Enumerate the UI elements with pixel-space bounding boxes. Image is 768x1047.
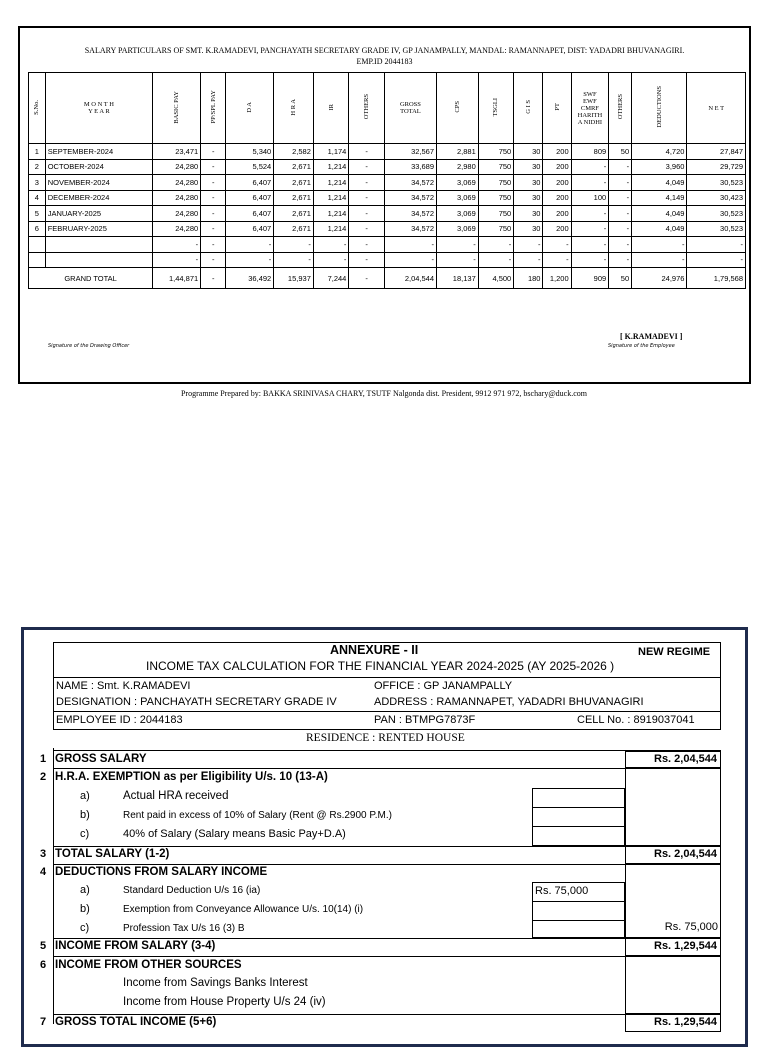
grand-total-cell: 18,137 xyxy=(437,268,479,289)
salary-cell: SEPTEMBER-2024 xyxy=(45,144,152,160)
salary-header-cell: SWF EWF CMRF HARITH A NIDHI xyxy=(571,73,609,144)
input-box xyxy=(532,807,625,827)
salary-cell: - xyxy=(543,252,571,268)
salary-cell: 6,407 xyxy=(226,190,274,206)
total-salary-value: Rs. 2,04,544 xyxy=(654,848,717,860)
salary-cell: - xyxy=(201,175,226,191)
salary-cell: - xyxy=(201,252,226,268)
salary-cell: 24,280 xyxy=(153,159,201,175)
employee-name: NAME : Smt. K.RAMADEVI xyxy=(56,680,191,692)
salary-cell: 3,069 xyxy=(437,206,479,222)
salary-header-cell: D A xyxy=(226,73,274,144)
salary-header-cell: PP/SPL PAY xyxy=(201,73,226,144)
salary-cell: - xyxy=(349,144,384,160)
input-box xyxy=(532,920,625,938)
salary-cell: 30 xyxy=(514,221,543,237)
salary-cell: 50 xyxy=(609,144,632,160)
salary-cell: 3 xyxy=(29,175,46,191)
salary-cell: - xyxy=(609,190,632,206)
salary-header-cell: M O N T H Y E A R xyxy=(45,73,152,144)
gross-total-income-label: GROSS TOTAL INCOME (5+6) xyxy=(55,1016,217,1028)
sub-item-letter: a) xyxy=(80,884,90,896)
employee-id: EMPLOYEE ID : 2044183 xyxy=(56,714,183,726)
salary-cell: - xyxy=(384,237,436,253)
item-number: 1 xyxy=(40,753,47,765)
salary-cell: - xyxy=(153,252,201,268)
actual-hra-label: Actual HRA received xyxy=(123,790,229,802)
grand-total-cell: 24,976 xyxy=(632,268,687,289)
salary-cell: - xyxy=(571,252,609,268)
annexure-title: ANNEXURE - II xyxy=(330,643,419,657)
salary-cell: 34,572 xyxy=(384,206,436,222)
grand-total-cell: 50 xyxy=(609,268,632,289)
salary-cell: 30,423 xyxy=(687,190,746,206)
salary-cell: - xyxy=(349,175,384,191)
item-number: 5 xyxy=(40,940,47,952)
salary-cell: DECEMBER-2024 xyxy=(45,190,152,206)
input-box xyxy=(532,826,625,846)
grand-total-cell: 7,244 xyxy=(313,268,348,289)
salary-cell: - xyxy=(632,237,687,253)
salary-cell: 32,567 xyxy=(384,144,436,160)
salary-cell: 1,214 xyxy=(313,190,348,206)
employee-signature: Signature of the Employee xyxy=(608,343,675,349)
salary-cell: 4 xyxy=(29,190,46,206)
salary-cell: 3,069 xyxy=(437,175,479,191)
salary-cell: - xyxy=(609,237,632,253)
salary-cell: - xyxy=(201,159,226,175)
salary-cell: 5 xyxy=(29,206,46,222)
salary-cell: 6,407 xyxy=(226,206,274,222)
salary-cell: 1,214 xyxy=(313,159,348,175)
salary-cell: - xyxy=(349,237,384,253)
salary-cell: 1,214 xyxy=(313,221,348,237)
salary-cell: OCTOBER-2024 xyxy=(45,159,152,175)
salary-row xyxy=(29,190,746,206)
salary-header-cell: CPS xyxy=(437,73,479,144)
gross-total-income-value: Rs. 1,29,544 xyxy=(654,1016,717,1028)
salary-cell: 750 xyxy=(478,221,513,237)
gross-salary-label: GROSS SALARY xyxy=(55,753,147,765)
salary-cell: 3,960 xyxy=(632,159,687,175)
salary-cell: 6,407 xyxy=(226,221,274,237)
salary-header-cell: GROSS TOTAL xyxy=(384,73,436,144)
salary-cell: - xyxy=(571,221,609,237)
salary-cell xyxy=(29,237,46,253)
salary-cell: - xyxy=(201,206,226,222)
sub-item-letter: b) xyxy=(80,903,90,915)
salary-cell: - xyxy=(632,252,687,268)
item-number: 6 xyxy=(40,959,47,971)
salary-row xyxy=(29,159,746,175)
salary-header-cell: H R A xyxy=(274,73,314,144)
salary-header-cell: DEDUCTIONS xyxy=(632,73,687,144)
salary-cell: - xyxy=(687,252,746,268)
salary-cell: 2 xyxy=(29,159,46,175)
salary-cell: 30 xyxy=(514,159,543,175)
salary-cell: 750 xyxy=(478,175,513,191)
sub-item-letter: a) xyxy=(80,790,90,802)
salary-cell: 34,572 xyxy=(384,190,436,206)
drawing-officer-signature: Signature of the Drawing Officer xyxy=(48,343,130,349)
salary-header-cell: G I S xyxy=(514,73,543,144)
salary-cell: 6 xyxy=(29,221,46,237)
salary-cell xyxy=(45,252,152,268)
grand-total-cell: 180 xyxy=(514,268,543,289)
salary-cell: 4,049 xyxy=(632,221,687,237)
item-table-rule xyxy=(53,748,54,1024)
divider xyxy=(53,711,721,712)
sub-item-letter: c) xyxy=(80,828,90,840)
salary-cell: - xyxy=(609,206,632,222)
salary-cell: - xyxy=(226,237,274,253)
salary-cell: 30,523 xyxy=(687,221,746,237)
rent-excess-label: Rent paid in excess of 10% of Salary (Rent @ Rs.2900 P.M.) xyxy=(123,810,392,821)
designation: DESIGNATION : PANCHAYATH SECRETARY GRADE IV xyxy=(56,696,337,708)
item-number: 7 xyxy=(40,1016,47,1028)
salary-cell: 1,214 xyxy=(313,175,348,191)
prepared-by-footer: Programme Prepared by: BAKKA SRINIVASA CHARY, TSUTF Nalgonda dist. President, 9912 971 972, bschary@duck.com xyxy=(180,389,588,398)
residence: RESIDENCE : RENTED HOUSE xyxy=(306,732,465,744)
salary-cell: NOVEMBER-2024 xyxy=(45,175,152,191)
income-from-salary-value: Rs. 1,29,544 xyxy=(654,940,717,952)
salary-header-cell: N E T xyxy=(687,73,746,144)
grand-total-cell: 909 xyxy=(571,268,609,289)
grand-total-cell: - xyxy=(349,268,384,289)
salary-cell: 1,174 xyxy=(313,144,348,160)
divider xyxy=(53,750,721,751)
divider xyxy=(53,956,721,957)
salary-cell: 750 xyxy=(478,144,513,160)
salary-cell: 5,524 xyxy=(226,159,274,175)
salary-row xyxy=(29,221,746,237)
deductions-total-value: Rs. 75,000 xyxy=(664,921,718,933)
input-box xyxy=(532,901,625,921)
salary-cell: - xyxy=(201,190,226,206)
salary-cell: - xyxy=(349,206,384,222)
salary-cell: 4,049 xyxy=(632,206,687,222)
forty-percent-label: 40% of Salary (Salary means Basic Pay+D.A) xyxy=(123,828,346,840)
salary-cell: 23,471 xyxy=(153,144,201,160)
sub-item-letter: c) xyxy=(80,922,90,934)
salary-cell: 1 xyxy=(29,144,46,160)
standard-deduction-value: Rs. 75,000 xyxy=(535,885,589,897)
salary-cell: - xyxy=(571,175,609,191)
sub-item-letter: b) xyxy=(80,809,90,821)
salary-cell xyxy=(29,252,46,268)
salary-cell: 3,069 xyxy=(437,190,479,206)
salary-cell: - xyxy=(514,252,543,268)
item-number: 2 xyxy=(40,771,47,783)
salary-cell: - xyxy=(201,144,226,160)
salary-cell: 30 xyxy=(514,190,543,206)
salary-cell: - xyxy=(609,221,632,237)
gross-salary-value: Rs. 2,04,544 xyxy=(654,753,717,765)
salary-cell: 200 xyxy=(543,206,571,222)
salary-cell: 2,671 xyxy=(274,175,314,191)
salary-cell: - xyxy=(571,159,609,175)
salary-cell: - xyxy=(153,237,201,253)
divider xyxy=(53,1014,721,1015)
input-box xyxy=(532,788,625,808)
grand-total-cell: 1,44,871 xyxy=(153,268,201,289)
salary-cell: 30 xyxy=(514,175,543,191)
salary-header-cell: PT xyxy=(543,73,571,144)
item-number: 4 xyxy=(40,866,47,878)
salary-cell: 200 xyxy=(543,175,571,191)
salary-cell: 30 xyxy=(514,144,543,160)
total-salary-label: TOTAL SALARY (1-2) xyxy=(55,848,170,860)
amount-box xyxy=(625,768,721,846)
salary-row xyxy=(29,252,746,268)
salary-cell: 24,280 xyxy=(153,221,201,237)
salary-cell: - xyxy=(609,175,632,191)
divider xyxy=(53,938,721,939)
standard-deduction-label: Standard Deduction U/s 16 (ia) xyxy=(123,885,261,896)
salary-header-cell: IR xyxy=(313,73,348,144)
divider xyxy=(53,768,721,769)
salary-cell: - xyxy=(478,252,513,268)
salary-cell: - xyxy=(226,252,274,268)
item-number: 3 xyxy=(40,848,47,860)
salary-cell: - xyxy=(274,252,314,268)
grand-total-row xyxy=(29,268,746,289)
salary-cell: - xyxy=(437,252,479,268)
salary-cell: 2,881 xyxy=(437,144,479,160)
salary-row xyxy=(29,175,746,191)
salary-title: SALARY PARTICULARS OF SMT. K.RAMADEVI, PANCHAYATH SECRETARY GRADE IV, GP JANAMPALLY, MANDAL: RAMANNAPET, DIST: YADADRI BHUVANAGIRI. xyxy=(84,46,685,55)
salary-row xyxy=(29,206,746,222)
salary-cell: - xyxy=(349,252,384,268)
grand-total-cell: 1,200 xyxy=(543,268,571,289)
amount-box xyxy=(625,956,721,1014)
salary-cell: 34,572 xyxy=(384,221,436,237)
divider xyxy=(53,846,721,847)
grand-total-cell: 36,492 xyxy=(226,268,274,289)
salary-cell: 1,214 xyxy=(313,206,348,222)
salary-cell: - xyxy=(571,237,609,253)
salary-cell: 6,407 xyxy=(226,175,274,191)
salary-cell: 2,671 xyxy=(274,190,314,206)
salary-cell: 24,280 xyxy=(153,206,201,222)
salary-cell: 24,280 xyxy=(153,190,201,206)
employee-name-bracket: [ K.RAMADEVI ] xyxy=(620,332,683,341)
salary-cell: 4,720 xyxy=(632,144,687,160)
salary-cell: 5,340 xyxy=(226,144,274,160)
other-sources-label: INCOME FROM OTHER SOURCES xyxy=(55,959,242,971)
salary-cell: - xyxy=(609,252,632,268)
hra-exemption-label: H.R.A. EXEMPTION as per Eligibility U/s. 10 (13-A) xyxy=(55,771,328,783)
salary-header-cell: OTHERS xyxy=(349,73,384,144)
salary-cell: 200 xyxy=(543,221,571,237)
salary-cell: - xyxy=(687,237,746,253)
salary-cell: FEBRUARY-2025 xyxy=(45,221,152,237)
salary-cell: 30,523 xyxy=(687,206,746,222)
salary-cell: 33,689 xyxy=(384,159,436,175)
deductions-label: DEDUCTIONS FROM SALARY INCOME xyxy=(55,866,268,878)
salary-cell: 30 xyxy=(514,206,543,222)
salary-cell: 750 xyxy=(478,190,513,206)
salary-cell: - xyxy=(274,237,314,253)
salary-cell: 200 xyxy=(543,144,571,160)
salary-header-cell: TSGLI xyxy=(478,73,513,144)
salary-cell: - xyxy=(571,206,609,222)
grand-total-label: GRAND TOTAL xyxy=(29,268,153,289)
salary-table xyxy=(28,72,746,289)
salary-cell: 2,671 xyxy=(274,221,314,237)
annexure-subtitle: INCOME TAX CALCULATION FOR THE FINANCIAL YEAR 2024-2025 (AY 2025-2026 ) xyxy=(146,659,615,673)
salary-cell: - xyxy=(609,159,632,175)
salary-cell: 2,671 xyxy=(274,159,314,175)
salary-cell: 34,572 xyxy=(384,175,436,191)
salary-cell: 100 xyxy=(571,190,609,206)
income-from-salary-label: INCOME FROM SALARY (3-4) xyxy=(55,940,216,952)
salary-cell: 809 xyxy=(571,144,609,160)
salary-cell: - xyxy=(478,237,513,253)
salary-row xyxy=(29,237,746,253)
salary-cell: - xyxy=(201,221,226,237)
salary-body xyxy=(29,144,746,289)
salary-cell: 4,049 xyxy=(632,175,687,191)
salary-cell: - xyxy=(514,237,543,253)
salary-cell: 29,729 xyxy=(687,159,746,175)
salary-cell: 2,980 xyxy=(437,159,479,175)
cell-number: CELL No. : 8919037041 xyxy=(577,714,695,726)
pan-number: PAN : BTMPG7873F xyxy=(374,714,476,726)
salary-cell: 30,523 xyxy=(687,175,746,191)
grand-total-cell: 15,937 xyxy=(274,268,314,289)
profession-tax-label: Profession Tax U/s 16 (3) B xyxy=(123,923,245,934)
regime-label: NEW REGIME xyxy=(638,646,711,658)
address: ADDRESS : RAMANNAPET, YADADRI BHUVANAGIRI xyxy=(374,696,644,708)
salary-header-cell: BASIC PAY xyxy=(153,73,201,144)
salary-cell: 750 xyxy=(478,206,513,222)
salary-cell: - xyxy=(543,237,571,253)
salary-cell: 3,069 xyxy=(437,221,479,237)
salary-header-cell: S.No. xyxy=(29,73,46,144)
salary-cell: - xyxy=(313,237,348,253)
salary-row xyxy=(29,144,746,160)
salary-cell: - xyxy=(349,190,384,206)
salary-cell: JANUARY-2025 xyxy=(45,206,152,222)
conveyance-label: Exemption from Conveyance Allowance U/s. 10(14) (i) xyxy=(123,904,364,915)
divider xyxy=(53,677,721,678)
divider xyxy=(53,864,721,865)
salary-cell: 750 xyxy=(478,159,513,175)
salary-emp-id: EMP.ID 2044183 xyxy=(356,57,413,66)
salary-cell: - xyxy=(201,237,226,253)
salary-cell: 24,280 xyxy=(153,175,201,191)
salary-cell: - xyxy=(384,252,436,268)
salary-cell: 4,149 xyxy=(632,190,687,206)
savings-interest-label: Income from Savings Banks Interest xyxy=(123,977,308,989)
grand-total-cell: - xyxy=(201,268,226,289)
office: OFFICE : GP JANAMPALLY xyxy=(374,680,513,692)
salary-header-cell: OTHERS xyxy=(609,73,632,144)
salary-cell: - xyxy=(349,159,384,175)
salary-header-row xyxy=(29,73,746,144)
salary-cell: - xyxy=(349,221,384,237)
salary-cell: 2,671 xyxy=(274,206,314,222)
salary-cell: 200 xyxy=(543,190,571,206)
salary-cell: - xyxy=(437,237,479,253)
salary-cell xyxy=(45,237,152,253)
grand-total-cell: 4,500 xyxy=(478,268,513,289)
house-property-label: Income from House Property U/s 24 (iv) xyxy=(123,996,326,1008)
salary-cell: 2,582 xyxy=(274,144,314,160)
salary-cell: - xyxy=(313,252,348,268)
grand-total-cell: 1,79,568 xyxy=(687,268,746,289)
grand-total-cell: 2,04,544 xyxy=(384,268,436,289)
salary-cell: 27,847 xyxy=(687,144,746,160)
salary-cell: 200 xyxy=(543,159,571,175)
